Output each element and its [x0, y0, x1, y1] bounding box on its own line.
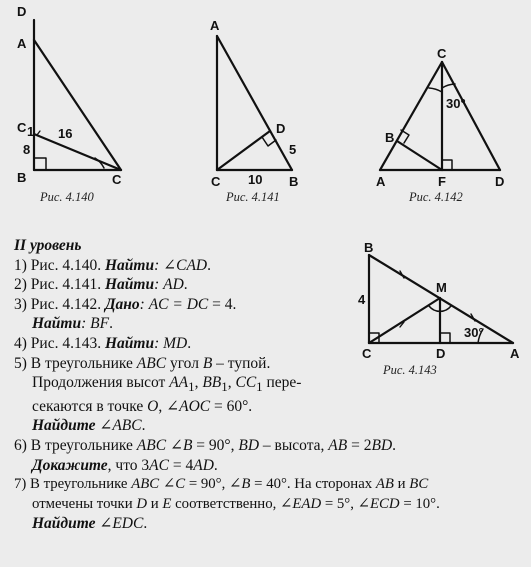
task-7-line-3: Найдите ∠EDC. — [32, 515, 148, 533]
task-7-line-1: 7) В треугольнике ABC ∠C = 90°, ∠B = 40°. На сторонах AB и BC — [14, 476, 429, 493]
fig141-label-B: B — [289, 174, 299, 189]
task-list — [14, 236, 524, 534]
figure-4-141 — [217, 36, 292, 170]
level-title: II уровень — [14, 237, 82, 254]
task-3: 3) Рис. 4.142. Дано: AC = DC = 4. — [14, 295, 237, 313]
fig142-label-A: A — [376, 174, 386, 189]
fig140-label-B: B — [17, 170, 27, 185]
fig143-label-C: C — [362, 346, 372, 361]
fig143-label-D: D — [436, 346, 446, 361]
task-1: 1) Рис. 4.140. Найти: ∠CAD. — [14, 256, 211, 274]
fig140-caption: Рис. 4.140 — [40, 190, 94, 204]
fig143-side-4: 4 — [358, 292, 366, 307]
figure-4-140 — [34, 20, 121, 170]
fig142-label-F: F — [438, 174, 446, 189]
fig142-label-D: D — [495, 174, 505, 189]
fig140-label-C1-sub: 1 — [27, 124, 35, 139]
fig142-angle-30: 30° — [446, 96, 466, 111]
task-6-line-2: Докажите, что 3AC = 4AD. — [32, 456, 218, 474]
task-7-line-2: отмечены точки D и E соответственно, ∠EAD = 5°, ∠ECD = 10°. — [32, 495, 440, 512]
fig142-label-C: C — [437, 46, 447, 61]
fig143-label-A: A — [510, 346, 520, 361]
task-5-line-4: Найдите ∠ABC. — [32, 417, 146, 435]
task-4: 4) Рис. 4.143. Найти: MD. — [14, 334, 192, 352]
fig143-angle-30: 30° — [464, 325, 484, 340]
fig142-label-B: B — [385, 130, 395, 145]
fig141-label-C: C — [211, 174, 221, 189]
fig140-label-A: A — [17, 36, 27, 51]
fig143-caption: Рис. 4.143 — [383, 363, 437, 377]
fig141-side-10: 10 — [248, 172, 263, 187]
fig140-side-8: 8 — [23, 142, 31, 157]
fig140-side-16: 16 — [58, 126, 73, 141]
task-2: 2) Рис. 4.141. Найти: AD. — [14, 276, 188, 294]
task-6-line-1: 6) В треугольнике ABC ∠B = 90°, BD – высота, AB = 2BD. — [14, 437, 397, 455]
task-5-line-2: Продолжения высот $AA_1$, $BB_1$, $CC_1$ пере- — [32, 374, 302, 395]
fig140-label-D: D — [17, 4, 27, 19]
fig141-side-5: 5 — [289, 142, 297, 157]
fig143-label-B: B — [364, 240, 374, 255]
fig141-label-A: A — [210, 18, 220, 33]
fig142-caption: Рис. 4.142 — [409, 190, 463, 204]
fig140-label-C1: C — [17, 120, 27, 135]
fig141-label-D: D — [276, 121, 286, 136]
fig143-label-M: M — [436, 280, 447, 295]
fig141-caption: Рис. 4.141 — [226, 190, 280, 204]
figure-4-142 — [380, 62, 500, 170]
task-3-find: Найти: BF. — [32, 315, 113, 333]
task-5-line-1: 5) В треугольнике ABC угол B – тупой. — [14, 354, 271, 372]
fig140-label-C: C — [112, 172, 122, 187]
task-5-line-3: секаются в точке O, ∠AOC = 60°. — [32, 397, 253, 415]
